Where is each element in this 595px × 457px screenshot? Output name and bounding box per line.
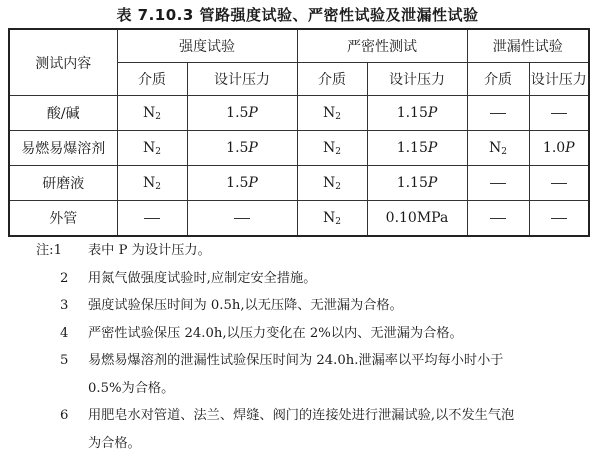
note-item [36, 265, 591, 293]
table-cell [529, 96, 589, 131]
header-leak-test: 泄漏性试验 [467, 29, 589, 63]
table-cell: 1.5P [187, 131, 297, 166]
dash-mark [234, 218, 250, 219]
dash-mark [490, 218, 506, 219]
table-cell: 1.5P [187, 96, 297, 131]
note-item [36, 402, 591, 430]
note-text: 强度试验保压时间为 0.5h,以无压降、无泄漏为合格。 [88, 292, 403, 320]
header-strength-test: 强度试验 [117, 29, 297, 63]
note-item [36, 320, 591, 348]
table-cell: $N_2$ [467, 131, 529, 166]
dash-mark [551, 218, 567, 219]
subheader-design-pressure: 设计压力 [529, 63, 589, 96]
table-row [9, 131, 589, 166]
row-label: 外管 [9, 201, 117, 237]
dash-mark [490, 183, 506, 184]
table-cell: 1.15P [367, 96, 467, 131]
table-cell [467, 96, 529, 131]
note-item [36, 347, 591, 375]
note-number: 6 [36, 402, 88, 430]
table-title: 表 7.10.3 管路强度试验、严密性试验及泄漏性试验 [0, 4, 595, 25]
table-cell [529, 201, 589, 237]
row-label: 研磨液 [9, 166, 117, 201]
dash-mark [551, 183, 567, 184]
note-text: 用氮气做强度试验时,应制定安全措施。 [88, 265, 316, 293]
table-cell: $N_2$ [297, 131, 367, 166]
note-continuation: 0.5%为合格。 [36, 375, 591, 403]
note-number: 4 [36, 320, 88, 348]
note-text: 用肥皂水对管道、法兰、焊缝、阀门的连接处进行泄漏试验,以不发生气泡 [88, 402, 514, 430]
note-item [36, 237, 591, 265]
table-cell: $N_2$ [297, 201, 367, 237]
note-item [36, 292, 591, 320]
note-text: 表中 P 为设计压力。 [88, 237, 211, 265]
table-cell: $N_2$ [117, 166, 187, 201]
subheader-medium: 介质 [297, 63, 367, 96]
table-body [9, 96, 589, 237]
dash-mark [490, 113, 506, 114]
table-cell [529, 166, 589, 201]
note-continuation: 为合格。 [36, 430, 591, 457]
table-row [9, 166, 589, 201]
test-table [8, 28, 590, 237]
subheader-design-pressure: 设计压力 [367, 63, 467, 96]
subheader-medium: 介质 [467, 63, 529, 96]
table-cell: $N_2$ [297, 166, 367, 201]
table-cell: 0.10MPa [367, 201, 467, 237]
table-cell: 1.15P [367, 166, 467, 201]
header-test-content: 测试内容 [9, 29, 117, 96]
subheader-medium: 介质 [117, 63, 187, 96]
note-number: 5 [36, 347, 88, 375]
note-number: 注:1 [36, 237, 88, 265]
dash-mark [551, 113, 567, 114]
row-label: 易燃易爆溶剂 [9, 131, 117, 166]
dash-mark [144, 218, 160, 219]
note-text: 易燃易爆溶剂的泄漏性试验保压时间为 24.0h.泄漏率以平均每小时小于 [88, 347, 504, 375]
table-cell: 1.5P [187, 166, 297, 201]
table-cell: $N_2$ [117, 96, 187, 131]
table-cell [117, 201, 187, 237]
subheader-design-pressure: 设计压力 [187, 63, 297, 96]
note-number: 3 [36, 292, 88, 320]
table-row [9, 96, 589, 131]
table-cell: 1.0P [529, 131, 589, 166]
table-cell: $N_2$ [297, 96, 367, 131]
table-cell [467, 201, 529, 237]
table-cell [187, 201, 297, 237]
note-text: 严密性试验保压 24.0h,以压力变化在 2%以内、无泄漏为合格。 [88, 320, 463, 348]
note-number: 2 [36, 265, 88, 293]
row-label: 酸/碱 [9, 96, 117, 131]
header-tightness-test: 严密性测试 [297, 29, 467, 63]
table-cell [467, 166, 529, 201]
table-row [9, 201, 589, 237]
table-cell: $N_2$ [117, 131, 187, 166]
table-cell: 1.15P [367, 131, 467, 166]
notes [36, 237, 591, 457]
